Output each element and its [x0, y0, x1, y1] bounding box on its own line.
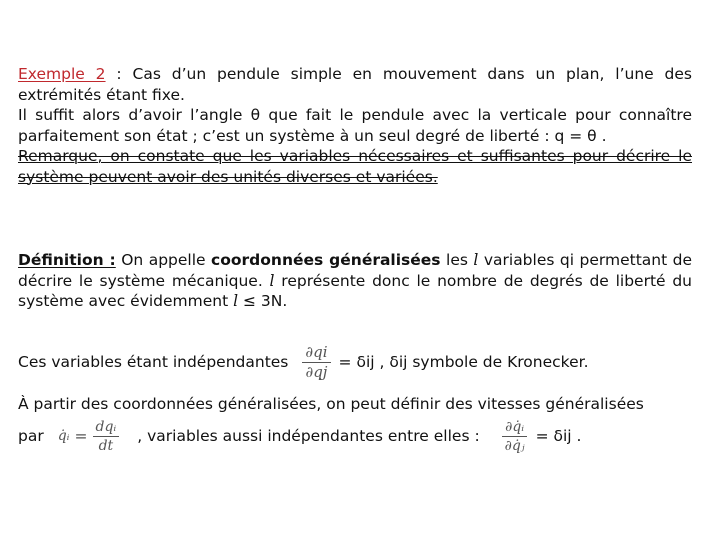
definition-text-4: représente donc le nombre de degrés de liberté du système avec évidemment	[18, 271, 692, 310]
example-paragraph	[18, 64, 692, 187]
velocity-partial-denominator: ∂q̇ⱼ	[504, 437, 525, 454]
definition-var-l3: l	[233, 292, 239, 310]
independence-line	[18, 344, 692, 381]
velocity-eq: =	[74, 426, 88, 445]
velocities-middle: , variables aussi indépendantes entre elles :	[137, 426, 480, 445]
remark-text: Remarque, on constate que les variables nécessaires et suffisantes pour décrire le système peuvent avoir des unités diverses et variées.	[18, 147, 692, 186]
velocity-partial-numerator: ∂q̇ᵢ	[502, 419, 527, 437]
qdot-symbol	[56, 428, 72, 444]
velocities-par: par	[18, 426, 44, 445]
dq-numerator: dqᵢ	[93, 419, 120, 437]
example-colon: :	[105, 65, 122, 83]
example-heading: Cas d’un pendule simple en mouvement dans un plan, l’une des extrémités étant fixe.	[18, 65, 692, 104]
velocities-line2	[18, 419, 692, 454]
partial-fraction	[300, 344, 332, 381]
qdot-text: q̇ᵢ	[57, 428, 70, 444]
partial-numerator: ∂qi	[302, 344, 330, 363]
partial-denominator: ∂qj	[305, 363, 328, 381]
dt-denominator: dt	[98, 437, 114, 454]
velocities-end: = δij .	[535, 426, 582, 445]
velocity-partial-fraction	[500, 419, 530, 454]
velocities-paragraph	[18, 394, 692, 454]
independence-suffix: = δij , δij symbole de Kronecker.	[338, 353, 589, 372]
example-label: Exemple 2	[18, 65, 106, 83]
definition-text-5: ≤ 3N.	[238, 292, 288, 310]
definition-term: coordonnées généralisées	[211, 251, 441, 269]
independence-prefix: Ces variables étant indépendantes	[18, 353, 289, 372]
definition-var-l2: l	[269, 271, 275, 290]
definition-var-l: l	[473, 251, 479, 269]
definition-text-3: variables qi permettant de décrire le système mécanique.	[18, 251, 693, 290]
time-derivative-fraction	[91, 419, 122, 454]
definition-text-2: les	[440, 251, 474, 269]
velocities-line1: À partir des coordonnées généralisées, on peut définir des vitesses généralisées	[18, 395, 644, 413]
velocity-definition	[56, 419, 122, 454]
definition-paragraph	[18, 250, 692, 312]
example-body: Il suffit alors d’avoir l’angle θ que fait le pendule avec la verticale pour connaître parfaitement son état ; c’est un système à un seul degré de liberté : q = θ .	[18, 106, 692, 145]
definition-label: Définition :	[18, 251, 116, 269]
definition-text-1: On appelle	[115, 251, 212, 269]
